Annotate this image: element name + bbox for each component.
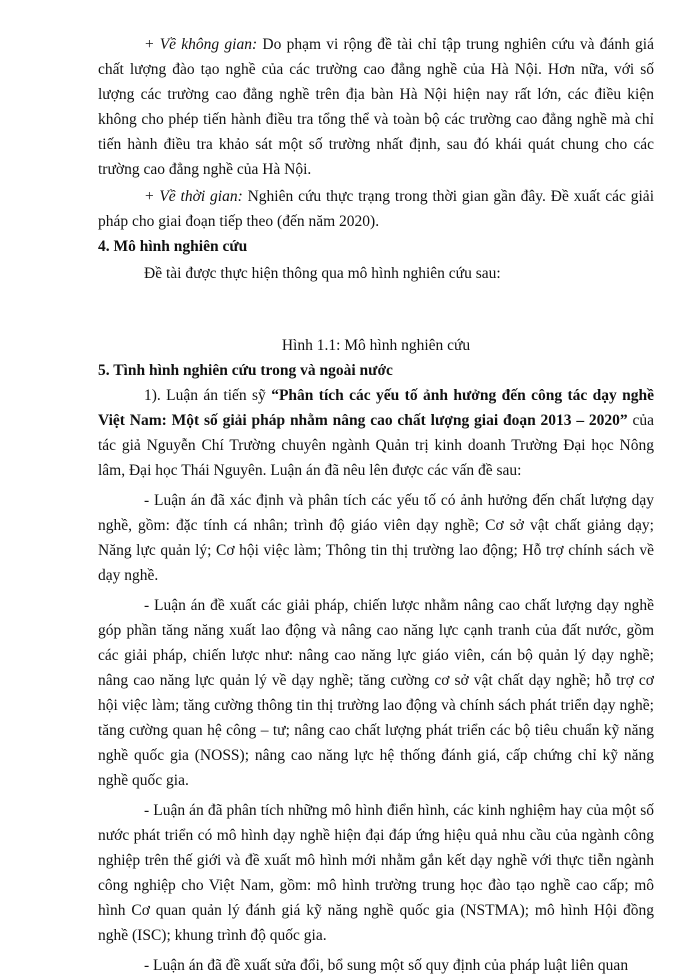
section-4-heading: 4. Mô hình nghiên cứu xyxy=(98,238,248,255)
scope-time-paragraph xyxy=(98,184,654,234)
scope-space-paragraph xyxy=(98,32,654,182)
item-1-suffix: của tác giả Nguyễn Chí Trường chuyên ngành Quản trị kinh doanh Trường Đại học Nông lâm, Đại học Thái Nguyên. Luận án đã nêu lên được các vấn đề sau: xyxy=(98,412,654,479)
scope-time-label: + Về thời gian: xyxy=(144,188,243,205)
item-1-thesis-title: “Phân tích các yếu tố ảnh hưởng đến công tác dạy nghề Việt Nam: Một số giải pháp nhằm nâng cao chất lượng giai đoạn 2013 – 2020” xyxy=(98,387,654,429)
point-models: - Luận án đã phân tích những mô hình điển hình, các kinh nghiệm hay của một số nước phát triển có mô hình dạy nghề hiện đại đáp ứng hiệu quả nhu cầu của ngành công nghiệp trên thế giới và đề xuất mô hình mới nhằm gắn kết dạy nghề với thực tiễn ngành công nghiệp cho Việt Nam, gồm: mô hình trường trung học đào tạo nghề cao cấp; mô hình Cơ quan quản lý đánh giá kỹ năng nghề quốc gia (NSTMA); mô hình Hội đồng nghề (ISC); khung trình độ quốc gia. xyxy=(98,802,654,944)
section-5-heading: 5. Tình hình nghiên cứu trong và ngoài nước xyxy=(98,362,393,379)
point-legal: - Luận án đã đề xuất sửa đổi, bổ sung một số quy định của pháp luật liên quan xyxy=(144,957,629,974)
scope-space-label: + Về không gian: xyxy=(144,36,258,53)
figure-caption: Hình 1.1: Mô hình nghiên cứu xyxy=(281,337,471,354)
item-1-prefix: 1). Luận án tiến sỹ xyxy=(144,387,272,404)
scope-time-text: Nghiên cứu thực trạng trong thời gian gần đây. Đề xuất các giải pháp cho giai đoạn tiếp theo (đến năm 2020). xyxy=(98,188,654,230)
scope-space-text: Do phạm vi rộng đề tài chỉ tập trung nghiên cứu và đánh giá chất lượng đào tạo nghề của các trường cao đẳng nghề của Hà Nội. Hơn nữa, với số lượng các trường cao đẳng nghề trên địa bàn Hà Nội hiện nay rất lớn, các điều kiện không cho phép tiến hành điều tra tổng thể và toàn bộ các trường cao đẳng nghề mà chỉ tiến hành điều tra khảo sát một số trường nhất định, sau đó khái quát chung cho các trường cao đẳng nghề của Hà Nội. xyxy=(98,36,654,178)
figure-placeholder xyxy=(98,286,654,333)
document-body xyxy=(98,32,654,978)
point-factors: - Luận án đã xác định và phân tích các yếu tố có ảnh hưởng đến chất lượng dạy nghề, gồm: đặc tính cá nhân; trình độ giáo viên dạy nghề; Cơ sở vật chất giảng dạy; Năng lực quản lý; Cơ hội việc làm; Thông tin thị trường lao động; Hỗ trợ chính sách về dạy nghề. xyxy=(98,492,654,584)
point-solutions: - Luận án đề xuất các giải pháp, chiến lược nhằm nâng cao chất lượng dạy nghề góp phần tăng năng xuất lao động và nâng cao năng lực cạnh tranh của đất nước, gồm các giải pháp, chiến lược như: nâng cao năng lực giáo viên, cán bộ quản lý dạy nghề; nâng cao năng lực quản lý về dạy nghề; tăng cường cơ sở vật chất dạy nghề; hỗ trợ cơ hội việc làm; tăng cường thông tin thị trường lao động và chính sách phát triển dạy nghề; tăng cường quan hệ công – tư; nâng cao chất lượng phát triển các bộ tiêu chuẩn kỹ năng nghề quốc gia (NOSS); nâng cao năng lực hệ thống đánh giá, cấp chứng chỉ kỹ năng nghề quốc gia. xyxy=(98,597,654,789)
section-5-item-1 xyxy=(98,383,654,483)
section-4-intro: Đề tài được thực hiện thông qua mô hình nghiên cứu sau: xyxy=(144,265,501,282)
